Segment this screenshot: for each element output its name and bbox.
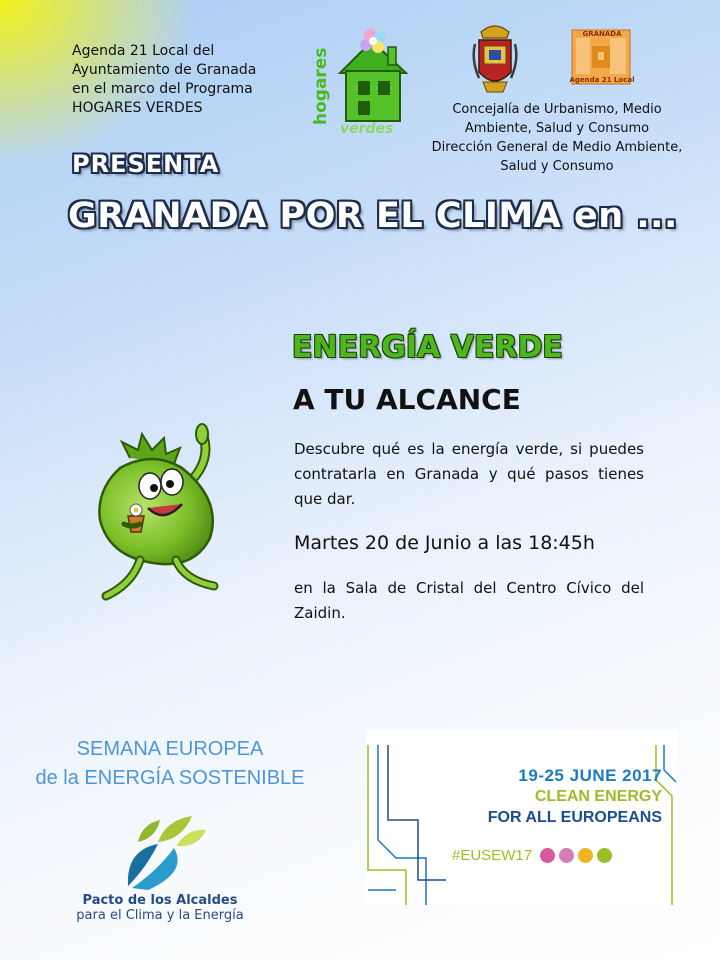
pacto-alcaldes-text	[40, 893, 280, 923]
hogares-logo-word2: verdes	[340, 121, 394, 137]
eusew-dot-icon	[578, 848, 593, 863]
green-mascot-icon	[92, 420, 242, 605]
department-line: Concejalía de Urbanismo, Medio	[452, 102, 662, 117]
organizer-text	[72, 42, 302, 118]
organizer-line: en el marco del Programa	[72, 81, 253, 97]
department-text	[418, 100, 696, 176]
pacto-line1: Pacto de los Alcaldes	[82, 893, 238, 908]
event-description: Descubre qué es la energía verde, si puedes contratarla en Granada y qué pasos tienes que dar.	[294, 440, 644, 508]
organizer-line: HOGARES VERDES	[72, 100, 203, 116]
agenda21-logo	[570, 24, 634, 90]
hogares-logo-word1: hogares	[311, 47, 331, 125]
event-venue: en la Sala de Cristal del Centro Cívico del Zaidin.	[294, 579, 644, 622]
organizer-line: Ayuntamiento de Granada	[72, 62, 257, 78]
event-title-line2: A TU ALCANCE	[293, 383, 521, 416]
department-line: Salud y Consumo	[500, 159, 614, 174]
event-title-line1: ENERGÍA VERDE	[292, 330, 563, 365]
eusew-dates: 19-25 JUNE 2017	[518, 766, 662, 785]
semana-line2: de la ENERGÍA SOSTENIBLE	[35, 767, 305, 789]
eusew-dot-icon	[540, 848, 555, 863]
hogares-verdes-logo	[311, 25, 414, 137]
semana-line1: SEMANA EUROPEA	[76, 738, 264, 760]
eusew-hashtag: #EUSEW17	[452, 847, 533, 864]
semana-europea-text	[0, 735, 340, 793]
agenda21-logo-bottom: Agenda 21 Local	[569, 76, 635, 84]
pacto-line2: para el Clima y la Energía	[76, 908, 244, 923]
eusew-hashtag-row	[452, 847, 612, 864]
organizer-line: Agenda 21 Local del	[72, 43, 215, 59]
event-date: Martes 20 de Junio a las 18:45h	[294, 532, 595, 554]
eusew-text	[452, 765, 662, 828]
flower-icon	[360, 29, 386, 53]
agenda21-logo-top: GRANADA	[582, 30, 622, 38]
main-title: GRANADA POR EL CLIMA en ...	[68, 196, 678, 236]
coat-of-arms-icon	[469, 20, 521, 100]
pacto-alcaldes-logo	[118, 810, 208, 892]
department-line: Ambiente, Salud y Consumo	[464, 121, 650, 136]
presenta-heading: PRESENTA	[72, 150, 220, 178]
eusew-line1: CLEAN ENERGY	[534, 788, 662, 805]
eusew-dot-icon	[559, 848, 574, 863]
eusew-dot-icon	[597, 848, 612, 863]
department-line: Dirección General de Medio Ambiente,	[431, 140, 683, 155]
eusew-line2: FOR ALL EUROPEANS	[487, 809, 662, 826]
